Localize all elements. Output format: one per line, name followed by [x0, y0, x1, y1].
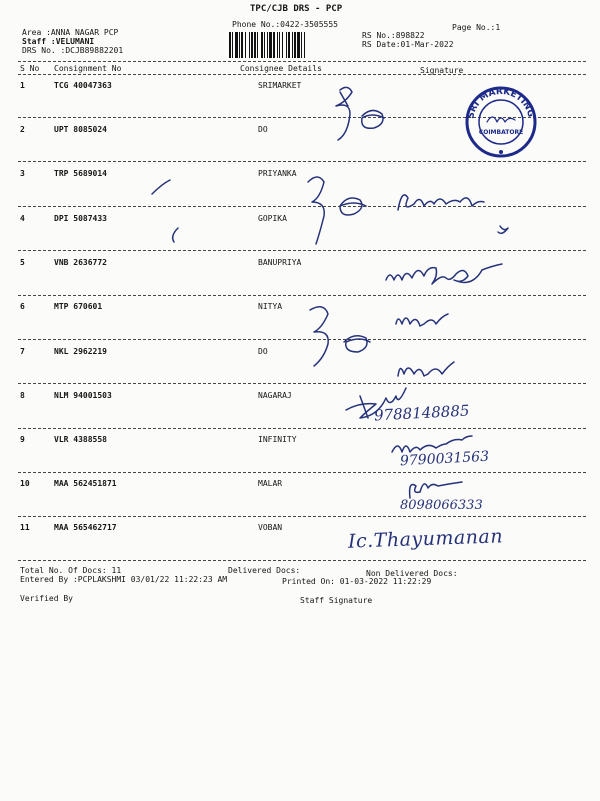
signature-row-1: [328, 84, 428, 164]
row-11-consignment: MAA 565462717: [54, 523, 117, 532]
header-bottom-rule: [18, 74, 586, 75]
col-header-consignment: Consignment No: [54, 64, 122, 73]
stamp-text: SRI MARKETING: [466, 86, 536, 120]
verified-by: Verified By: [20, 594, 73, 603]
svg-text:SRI MARKETING: [466, 87, 535, 120]
row-7-consignee: DO: [258, 347, 268, 356]
printed-on: Printed On: 01-03-2022 11:22:29: [282, 577, 432, 586]
row-2-sno: 2: [20, 125, 25, 134]
row-divider: [18, 295, 586, 296]
company-stamp: [457, 86, 547, 158]
row-divider: [18, 428, 586, 429]
row-2-consignee: DO: [258, 125, 268, 134]
total-docs: Total No. Of Docs: 11: [20, 566, 122, 575]
staff-label: Staff :VELUMANI: [22, 37, 95, 46]
row-10-consignee: MALAR: [258, 479, 283, 488]
rs-number: RS No.:898822: [362, 31, 425, 40]
row-5-consignment: VNB 2636772: [54, 258, 107, 267]
row-1-consignee: SRIMARKET: [258, 81, 302, 90]
pen-mark: [150, 178, 180, 198]
row-3-sno: 3: [20, 169, 25, 178]
handwritten-phone-row-10: 8098066333: [400, 498, 483, 513]
signature-row-3-4: [300, 170, 520, 250]
row-5-sno: 5: [20, 258, 25, 267]
row-10-consignment: MAA 562451871: [54, 479, 117, 488]
row-10-sno: 10: [20, 479, 30, 488]
row-4-sno: 4: [20, 214, 25, 223]
row-9-consignment: VLR 4388558: [54, 435, 107, 444]
handwritten-name-row-11: Ic.Thayumanan: [347, 525, 504, 553]
row-divider: [18, 161, 586, 162]
row-11-sno: 11: [20, 523, 30, 532]
row-divider: [18, 516, 586, 517]
row-4-consignment: DPI 5087433: [54, 214, 107, 223]
row-11-consignee: VOBAN: [258, 523, 283, 532]
row-1-sno: 1: [20, 81, 25, 90]
row-6-consignee: NITYA: [258, 302, 283, 311]
row-7-consignment: NKL 2962219: [54, 347, 107, 356]
row-8-consignee: NAGARAJ: [258, 391, 292, 400]
row-6-consignment: MTP 670601: [54, 302, 103, 311]
row-3-consignee: PRIYANKA: [258, 169, 297, 178]
handwritten-phone-row-8: 9788148885: [373, 401, 470, 425]
col-header-sno: S No: [20, 64, 40, 73]
staff-signature-label: Staff Signature: [300, 596, 373, 605]
row-9-sno: 9: [20, 435, 25, 444]
row-divider: [18, 472, 586, 473]
non-delivered-docs: Non Delivered Docs:: [366, 569, 458, 578]
row-5-consignee: BANUPRIYA: [258, 258, 302, 267]
col-header-consignee: Consignee Details: [240, 64, 322, 73]
row-7-sno: 7: [20, 347, 25, 356]
signature-row-6-7: [300, 300, 500, 390]
entered-by: Entered By :PCPLAKSHMI 03/01/22 11:22:23 AM: [20, 575, 228, 584]
handwritten-phone-row-9: 9790031563: [399, 448, 490, 470]
rs-date: RS Date:01-Mar-2022: [362, 40, 454, 49]
drs-number: DRS No. :DCJB89882201: [22, 46, 124, 55]
header-top-rule: [18, 61, 586, 62]
row-4-consignee: GOPIKA: [258, 214, 287, 223]
pen-mark: [168, 226, 188, 246]
row-1-consignment: TCG 40047363: [54, 81, 112, 90]
row-9-consignee: INFINITY: [258, 435, 297, 444]
row-6-sno: 6: [20, 302, 25, 311]
row-3-consignment: TRP 5689014: [54, 169, 107, 178]
document-title: TPC/CJB DRS - PCP: [250, 4, 343, 14]
area-label: Area :ANNA NAGAR PCP: [22, 28, 119, 37]
signature-row-5: [380, 254, 520, 294]
delivered-docs: Delivered Docs:: [228, 566, 301, 575]
row-8-sno: 8: [20, 391, 25, 400]
row-8-consignment: NLM 94001503: [54, 391, 112, 400]
col-header-signature: Signature: [420, 66, 464, 75]
phone-number: Phone No.:0422-3505555: [232, 20, 338, 29]
table-bottom-rule: [18, 560, 586, 561]
stamp-city: COIMBATORE: [478, 129, 524, 136]
row-divider: [18, 250, 586, 251]
barcode: [229, 32, 356, 58]
page-number: Page No.:1: [452, 23, 501, 32]
row-2-consignment: UPT 8085024: [54, 125, 107, 134]
